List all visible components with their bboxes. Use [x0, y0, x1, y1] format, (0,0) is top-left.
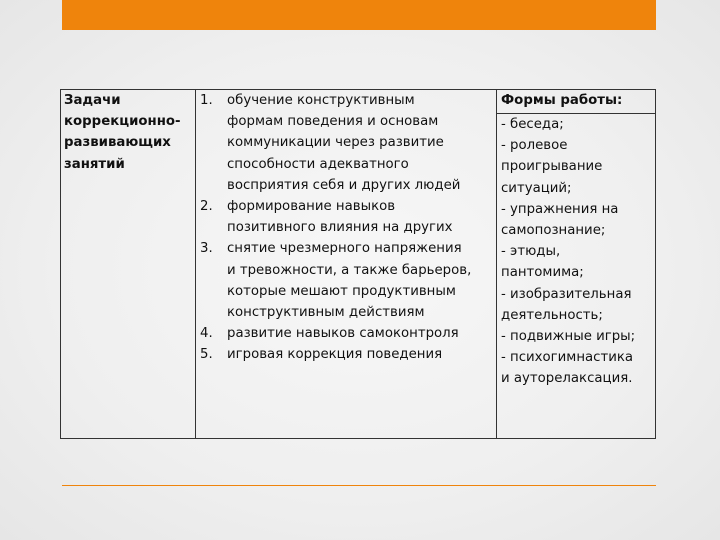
forms-list: [501, 114, 655, 390]
forms-line: деятельность;: [501, 307, 603, 323]
goals-list: [200, 90, 496, 366]
forms-line: и ауторелаксация.: [501, 371, 633, 387]
tasks-heading-line: развивающих: [64, 135, 171, 151]
column-divider-2: [496, 90, 497, 438]
column-divider-1: [195, 90, 196, 438]
forms-line: пантомима;: [501, 265, 584, 281]
list-item: [200, 323, 496, 344]
forms-line: - психогимнастика: [501, 350, 634, 366]
tasks-heading: [64, 90, 194, 175]
list-item-text: и тревожности, а также барьеров,: [227, 262, 472, 278]
forms-line: - подвижные игры;: [501, 329, 636, 345]
tasks-heading-line: Задачи: [64, 93, 121, 108]
list-item-text: игровая коррекция поведения: [227, 347, 443, 363]
forms-line: - упражнения на: [501, 201, 619, 217]
list-item-text: снятие чрезмерного напряжения: [227, 241, 462, 257]
tasks-heading-line: занятий: [64, 156, 125, 172]
list-item: [200, 90, 496, 196]
list-item-text: восприятия себя и других людей: [227, 177, 461, 193]
list-item-text: коммуникации через развитие: [227, 135, 444, 151]
forms-line: ситуаций;: [501, 180, 572, 196]
list-item-number: 3.: [200, 241, 213, 257]
list-item: [200, 238, 496, 323]
list-item-number: 2.: [200, 199, 213, 215]
list-item-text: способности адекватного: [227, 156, 409, 172]
forms-line: - этюды,: [501, 244, 561, 260]
list-item-number: 1.: [200, 93, 213, 108]
forms-line: - изобразительная: [501, 286, 632, 302]
forms-line: - ролевое: [501, 138, 568, 154]
list-item-text: обучение конструктивным: [227, 93, 415, 108]
tasks-heading-line: коррекционно-: [64, 114, 181, 130]
list-item-text: формам поведения и основам: [227, 114, 439, 130]
forms-line: проигрывание: [501, 159, 603, 175]
list-item-text: позитивного влияния на других: [227, 220, 453, 236]
list-item: [200, 344, 496, 365]
list-item-text: конструктивным действиям: [227, 305, 425, 321]
list-item-number: 5.: [200, 347, 213, 363]
list-item-text: которые мешают продуктивным: [227, 283, 456, 299]
list-item-number: 4.: [200, 326, 213, 342]
forms-line: самопознание;: [501, 223, 606, 239]
content-table: [60, 89, 656, 439]
top-accent-bar: [62, 0, 656, 30]
bottom-accent-rule: [62, 485, 656, 486]
list-item-text: формирование навыков: [227, 199, 396, 215]
list-item-text: развитие навыков самоконтроля: [227, 326, 459, 342]
list-item: [200, 196, 496, 238]
forms-line: - беседа;: [501, 117, 564, 132]
forms-heading: Формы работы:: [501, 93, 623, 108]
